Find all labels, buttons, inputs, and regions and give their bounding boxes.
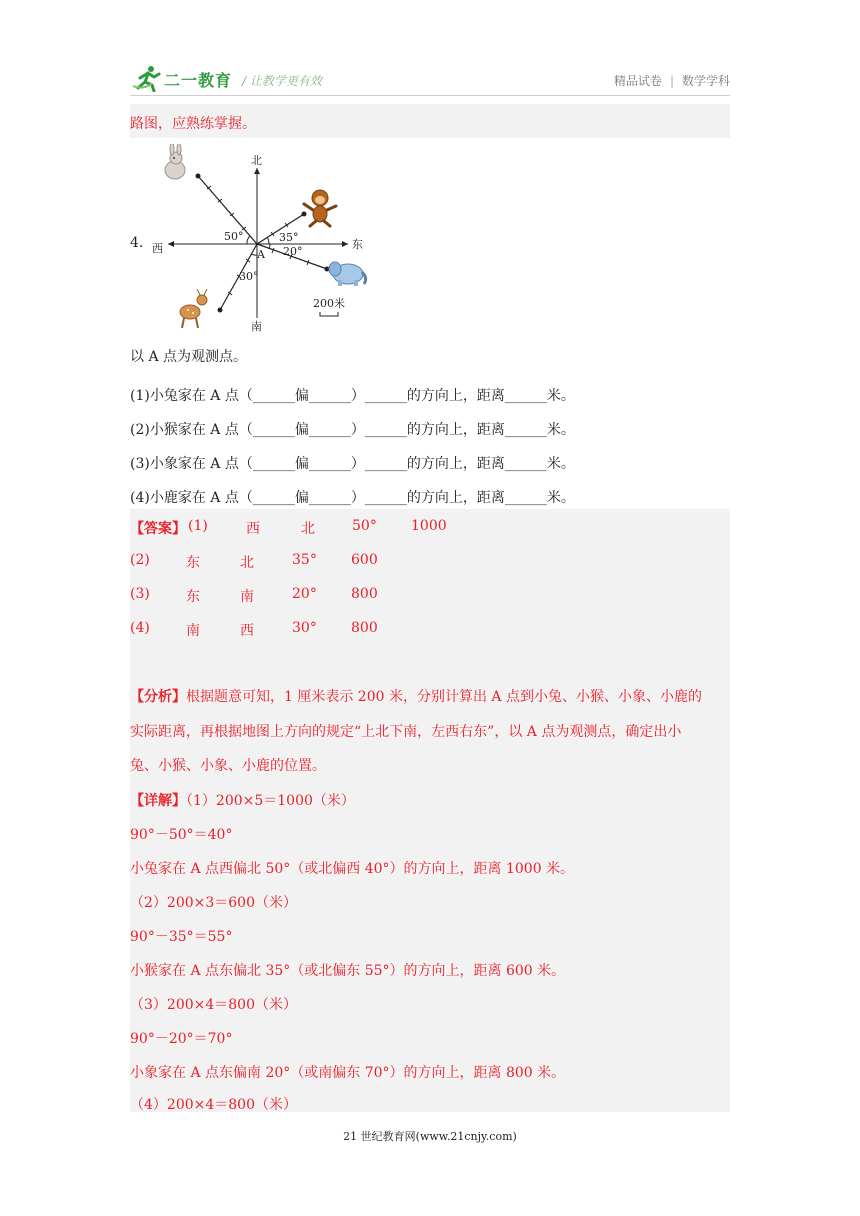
question-number: 4． [130,235,153,251]
answer-row-1 [130,518,730,538]
question-body [130,346,730,516]
detail-line-8: 小象家在 A 点东偏南 20°（或南偏东 70°）的方向上，距离 800 米。 [130,1065,566,1081]
detail-first: （1）200×5＝1000（米） [186,793,355,809]
answer-b: 南 [240,589,254,605]
label-east: 东 [352,238,363,251]
page-footer: 21 世纪教育网(www.21cnjy.com) [343,1130,517,1143]
label-point-a: A [257,248,265,261]
detail-line-9: （4）200×4＝800（米） [130,1097,297,1113]
label-angle-elephant: 20° [283,245,303,258]
detail-line-7: 90°－20°＝70° [130,1031,233,1047]
answer-a: 西 [246,521,260,537]
label-scale: 200米 [313,297,345,310]
question-item-4: (4)小鹿家在 A 点（______偏______）______的方向上，距离______米。 [130,490,575,506]
detail-line-1: 90°－50°＝40° [130,827,233,843]
label-angle-deer: 30° [239,270,259,283]
deer-icon [180,289,207,328]
answer-idx: (1) [188,518,208,534]
label-angle-rabbit: 50° [224,230,244,243]
answer-a: 东 [186,589,200,605]
deer-point [218,308,223,313]
question-item-3: (3)小象家在 A 点（______偏______）______的方向上，距离______米。 [130,456,575,472]
label-angle-monkey: 35° [279,231,299,244]
question-item-2: (2)小猴家在 A 点（______偏______）______的方向上，距离______米。 [130,422,575,438]
answer-d: 800 [351,586,378,602]
answer-d: 600 [351,552,378,568]
solution-block [130,509,730,1112]
slogan-text: 让教学更有效 [249,74,322,88]
answer-row-2 [130,552,730,572]
answer-d: 800 [351,620,378,636]
answer-label: 【答案】 [130,521,186,537]
detail-line-3: （2）200×3＝600（米） [130,895,297,911]
label-west: 西 [152,242,163,255]
runner-logo-icon [132,64,162,92]
answer-row-3 [130,586,730,606]
header-label-premium: 精品试卷 [613,74,662,88]
detail-label: 【详解】 [130,793,186,809]
analysis-text-1: 根据题意可知，1 厘米表示 200 米，分别计算出 A 点到小兔、小猴、小象、小鹿的 [186,689,702,705]
detail-line-4: 90°－35°＝55° [130,929,233,945]
answer-a: 南 [186,623,200,639]
scale-bar [320,312,338,316]
answer-c: 50° [352,518,377,534]
header-label-subject: 数学学科 [681,74,730,88]
monkey-icon [304,190,336,226]
answer-d: 1000 [411,518,447,534]
logo-text: 二一教育 [164,71,233,90]
answer-b: 西 [240,623,254,639]
answer-idx: (3) [130,586,150,602]
monkey-point [302,212,307,217]
answer-row-4 [130,620,730,640]
answer-b: 北 [240,555,254,571]
rabbit-icon [165,144,185,179]
observe-line: 以 A 点为观测点。 [130,349,248,365]
intro-block [130,104,730,138]
answer-b: 北 [301,521,315,537]
answer-c: 20° [292,586,317,602]
direction-diagram [130,144,390,334]
label-north: 北 [251,154,262,167]
detail-line-5: 小猴家在 A 点东偏北 35°（或北偏东 55°）的方向上，距离 600 米。 [130,963,566,979]
slogan: / 让教学更有效 [242,74,322,88]
answer-idx: (4) [130,620,150,636]
answer-c: 30° [292,620,317,636]
answer-a: 东 [186,555,200,571]
detail-line-6: （3）200×4＝800（米） [130,997,297,1013]
direction-figure [130,144,390,334]
header-right: 精品试卷 | 数学学科 [613,74,730,88]
analysis-line-2: 实际距离，再根据地图上方向的规定“上北下南，左西右东”，以 A 点为观测点，确定出小 [130,724,682,740]
intro-line: 路图，应熟练掌握。 [130,116,256,132]
answer-c: 35° [292,552,317,568]
rabbit-point [196,174,201,179]
question-item-1: (1)小兔家在 A 点（______偏______）______的方向上，距离______米。 [130,388,575,404]
analysis-label: 【分析】 [130,689,186,705]
analysis-line-3: 兔、小猴、小象、小鹿的位置。 [130,758,326,774]
detail-line-2: 小兔家在 A 点西偏北 50°（或北偏西 40°）的方向上，距离 1000 米。 [130,861,575,877]
label-south: 南 [251,320,262,333]
answer-idx: (2) [130,552,150,568]
header-divider [130,95,730,96]
detail-line-0 [130,790,355,810]
analysis-line-1 [130,686,702,706]
elephant-icon [329,262,366,286]
page-header [130,62,730,96]
